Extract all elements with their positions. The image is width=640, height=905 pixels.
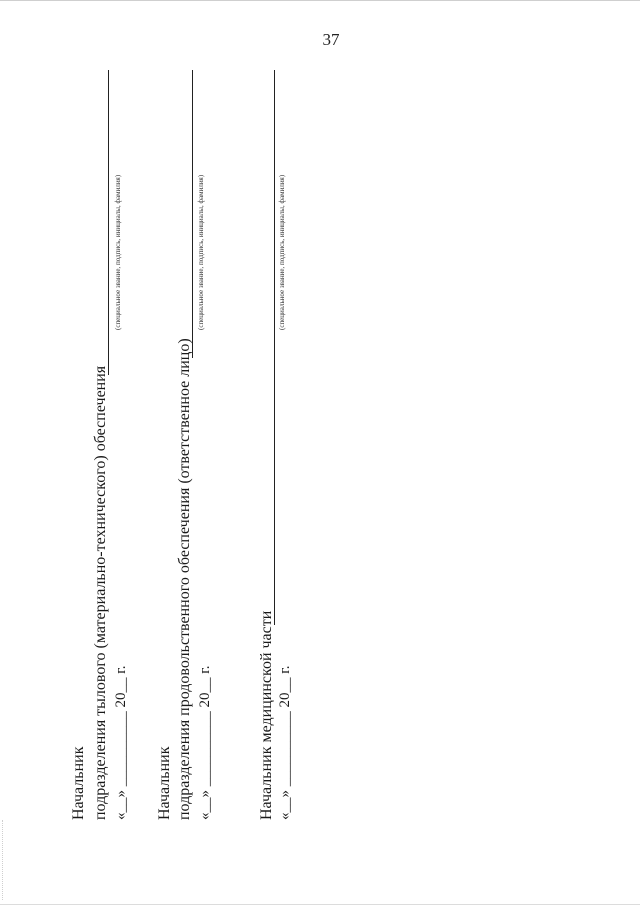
scan-edge-left: [2, 820, 4, 900]
signature-caption: (специальное звание, подпись, инициалы, фамилия): [197, 174, 205, 330]
block-title: Начальник: [70, 746, 87, 820]
date-line: «__» __________ 20__ г.: [113, 665, 129, 820]
block-title: Начальник медицинской части: [258, 610, 275, 820]
signature-caption: (специальное звание, подпись, инициалы, фамилия): [278, 174, 286, 330]
date-line: «__» __________ 20__ г.: [197, 665, 213, 820]
rotated-form-content: [60, 70, 600, 820]
page-number: 37: [322, 30, 340, 49]
signature-line: [108, 70, 109, 375]
signature-line: [274, 70, 275, 625]
signature-line: [192, 70, 193, 358]
signature-caption: (специальное звание, подпись, инициалы, фамилия): [114, 174, 122, 330]
block-title: Начальник: [156, 746, 173, 820]
block-subtitle: подразделения продовольственного обеспечения (ответственное лицо): [176, 338, 193, 820]
scan-edge-top: [0, 0, 640, 4]
date-line: «__» __________ 20__ г.: [277, 665, 293, 820]
block-subtitle: подразделения тылового (материально-технического) обеспечения: [92, 365, 109, 820]
